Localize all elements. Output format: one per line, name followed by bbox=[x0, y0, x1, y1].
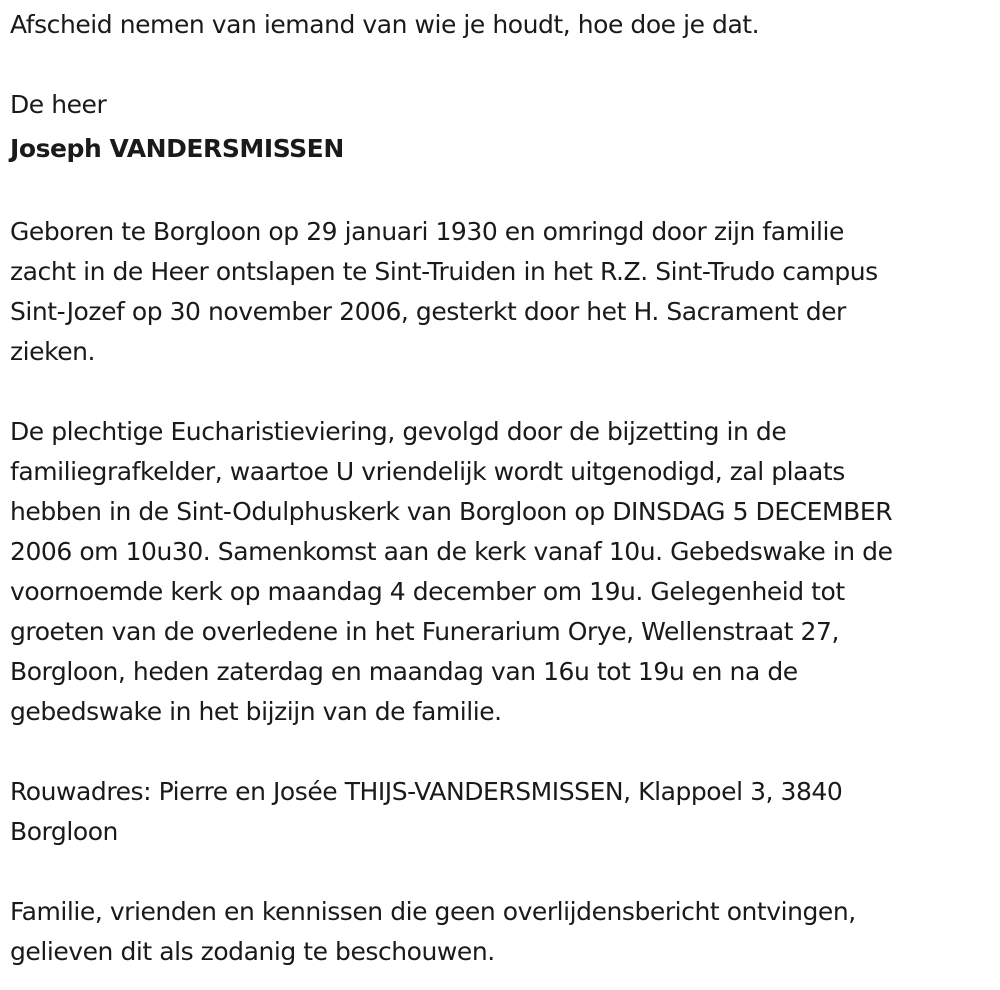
paragraph-line: zacht in de Heer ontslapen te Sint-Truiden in het R.Z. Sint-Trudo campus bbox=[10, 257, 878, 286]
paragraph-line: Familie, vrienden en kennissen die geen overlijdensbericht ontvingen, bbox=[10, 897, 856, 926]
paragraph-line: familiegrafkelder, waartoe U vriendelijk wordt uitgenodigd, zal plaats bbox=[10, 457, 845, 486]
birth-paragraph bbox=[10, 212, 995, 372]
deceased-name: Joseph VANDERSMISSEN bbox=[10, 134, 344, 163]
spacer bbox=[10, 372, 995, 412]
spacer bbox=[10, 852, 995, 892]
paragraph-line: voornoemde kerk op maandag 4 december om 19u. Gelegenheid tot bbox=[10, 577, 845, 606]
ceremony-paragraph bbox=[10, 412, 995, 732]
spacer bbox=[10, 732, 995, 772]
paragraph-line: 2006 om 10u30. Samenkomst aan de kerk vanaf 10u. Gebedswake in de bbox=[10, 537, 893, 566]
obituary-document bbox=[10, 5, 995, 972]
heading-line: Afscheid nemen van iemand van wie je houdt, hoe doe je dat. bbox=[10, 10, 760, 39]
paragraph-line: gebedswake in het bijzijn van de familie. bbox=[10, 697, 502, 726]
salutation: De heer bbox=[10, 90, 107, 119]
paragraph-line: Borgloon bbox=[10, 817, 118, 846]
paragraph-line: Sint-Jozef op 30 november 2006, gesterkt door het H. Sacrament der bbox=[10, 297, 846, 326]
address-paragraph bbox=[10, 772, 995, 852]
paragraph-line: hebben in de Sint-Odulphuskerk van Borgloon op DINSDAG 5 DECEMBER bbox=[10, 497, 893, 526]
paragraph-line: gelieven dit als zodanig te beschouwen. bbox=[10, 937, 495, 966]
paragraph-line: Rouwadres: Pierre en Josée THIJS-VANDERSMISSEN, Klappoel 3, 3840 bbox=[10, 777, 843, 806]
paragraph-line: De plechtige Eucharistieviering, gevolgd door de bijzetting in de bbox=[10, 417, 787, 446]
spacer bbox=[10, 173, 995, 212]
paragraph-line: Borgloon, heden zaterdag en maandag van 16u tot 19u en na de bbox=[10, 657, 798, 686]
paragraph-line: zieken. bbox=[10, 337, 96, 366]
paragraph-line: groeten van de overledene in het Funerarium Orye, Wellenstraat 27, bbox=[10, 617, 839, 646]
spacer bbox=[10, 45, 995, 85]
paragraph-line: Geboren te Borgloon op 29 januari 1930 en omringd door zijn familie bbox=[10, 217, 844, 246]
closing-paragraph bbox=[10, 892, 995, 972]
